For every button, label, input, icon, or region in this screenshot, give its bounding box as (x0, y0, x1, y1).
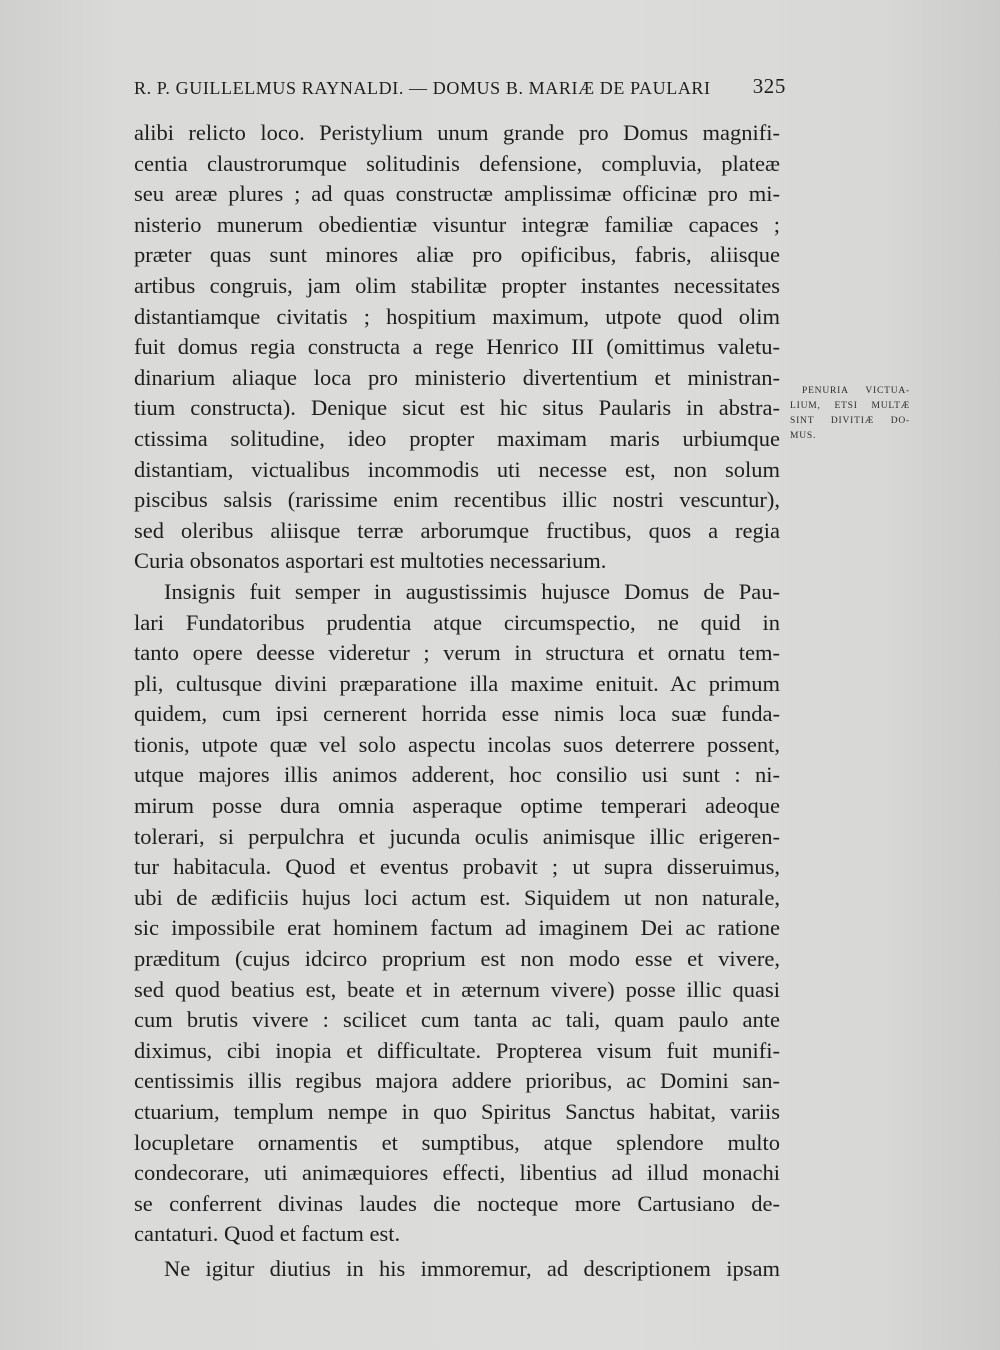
text-line: sed quod beatius est, beate et in æternum vivere) posse illic quasi (134, 976, 780, 1002)
paragraph-2 (134, 577, 780, 1250)
text-line: cum brutis vivere : scilicet cum tanta ac tali, quam paulo ante (134, 1007, 780, 1033)
text-line: mirum posse dura omnia asperaque optime temperari adeoque (134, 793, 780, 819)
text-line: tionis, utpote quæ vel solo aspectu incolas suos deterrere possent, (134, 731, 780, 757)
text-line: utque majores illis animos adderent, hoc consilio usi sunt : ni- (134, 762, 780, 788)
text-line: dinarium aliaque loca pro ministerio divertentium et ministran- (134, 364, 780, 390)
text-line: Ne igitur diutius in his immoremur, ad descriptionem ipsam (164, 1255, 780, 1281)
text-line: tur habitacula. Quod et eventus probavit ; ut supra disseruimus, (134, 854, 780, 880)
text-line: distantiamque civitatis ; hospitium maximum, utpote quod olim (134, 303, 780, 329)
margin-note-line: MUS. (790, 431, 817, 441)
text-line: piscibus salsis (rarissime enim recentibus illic nostri vescuntur), (134, 487, 780, 513)
text-line: tolerari, si perpulchra et jucunda oculis animisque illic erigeren- (134, 823, 780, 849)
text-line: ubi de ædificiis hujus loci actum est. Siquidem ut non naturale, (134, 884, 780, 910)
text-line: cantaturi. Quod et factum est. (134, 1221, 401, 1247)
text-line: Insignis fuit semper in augustissimis hujusce Domus de Pau- (164, 578, 780, 604)
text-line: centia claustrorumque solitudinis defensione, compluvia, plateæ (134, 150, 780, 176)
text-line: condecorare, uti animæquiores effecti, libentius ad illud monachi (134, 1160, 780, 1186)
text-line: ctuarium, templum nempe in quo Spiritus Sanctus habitat, variis (134, 1099, 780, 1124)
text-line: quidem, cum ipsi cernerent horrida esse nimis loca suæ funda- (134, 701, 780, 727)
text-line: artibus congruis, jam olim stabilitæ propter instantes necessitates (134, 272, 780, 298)
text-line: distantiam, victualibus incommodis uti necesse est, non solum (134, 456, 780, 482)
margin-note-line: PENURIA VICTUA- (802, 386, 910, 396)
text-line: Curia obsonatos asportari est multoties necessarium. (134, 548, 607, 574)
text-line: tanto opere deesse videretur ; verum in structura et ornatu tem- (134, 640, 780, 666)
paragraph-1 (134, 118, 780, 577)
page-number: 325 (752, 74, 786, 98)
text-line: seu areæ plures ; ad quas constructæ amplissimæ officinæ pro mi- (134, 181, 780, 207)
text-line: præter quas sunt minores aliæ pro opificibus, fabris, aliisque (134, 242, 780, 268)
margin-note (790, 384, 910, 444)
text-line: sic impossibile erat hominem factum ad imaginem Dei ac ratione (134, 915, 780, 941)
margin-note-line: SINT DIVITIÆ DO- (790, 416, 910, 426)
text-line: lari Fundatoribus prudentia atque circumspectio, ne quid in (134, 609, 780, 635)
body-text (134, 118, 780, 1285)
text-line: centissimis illis regibus majora addere prioribus, ac Domini san- (134, 1068, 780, 1094)
text-line: locupletare ornamentis et sumptibus, atque splendore multo (134, 1129, 780, 1155)
text-line: præditum (cujus idcirco proprium est non modo esse et vivere, (134, 946, 780, 972)
text-line: ctissima solitudine, ideo propter maximam maris urbiumque (134, 425, 780, 451)
text-line: nisterio munerum obedientiæ visuntur integræ familiæ capaces ; (134, 211, 780, 237)
text-line: fuit domus regia constructa a rege Henrico III (omittimus valetu- (134, 334, 780, 360)
paragraph-3 (134, 1254, 780, 1285)
margin-note-line: LIUM, ETSI MULTÆ (790, 401, 910, 411)
text-line: se conferrent divinas laudes die nocteque more Cartusiano de- (134, 1190, 780, 1216)
running-head (134, 74, 786, 104)
text-line: tium constructa). Denique sicut est hic situs Paularis in abstra- (134, 395, 780, 421)
text-line: alibi relicto loco. Peristylium unum grande pro Domus magnifi- (134, 120, 780, 145)
text-line: diximus, cibi inopia et difficultate. Propterea visum fuit munifi- (134, 1037, 780, 1063)
text-line: pli, cultusque divini præparatione illa maxime enituit. Ac primum (134, 670, 780, 696)
running-head-title: R. P. GUILLELMUS RAYNALDI. — DOMUS B. MARIÆ DE PAULARI (134, 78, 711, 98)
text-line: sed oleribus aliisque terræ arborumque fructibus, quos a regia (134, 517, 780, 543)
